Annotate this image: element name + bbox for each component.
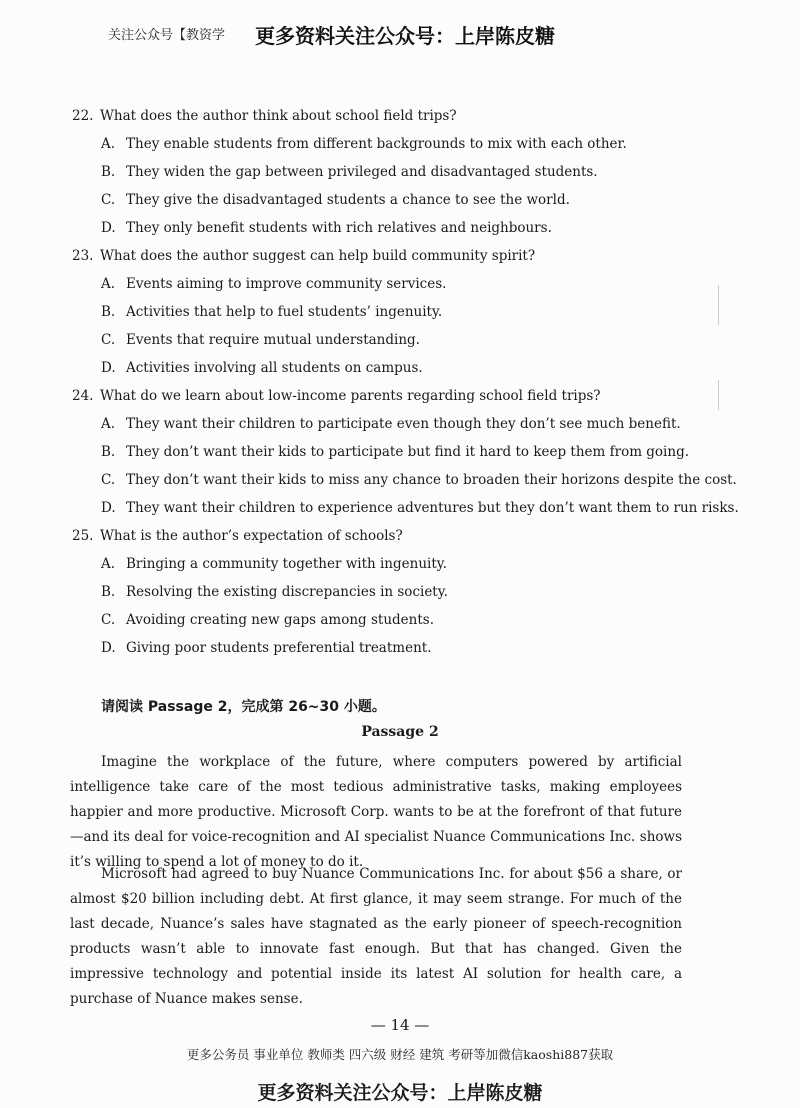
page-number: — 14 — <box>370 1016 430 1034</box>
question-option: D. They only benefit students with rich relatives and neighbours. <box>101 220 552 236</box>
question-option: A. They enable students from different backgrounds to mix with each other. <box>101 136 627 152</box>
question-stem: 22. What does the author think about school field trips? <box>72 108 457 124</box>
question-option: A. They want their children to participate even though they don’t see much benefit. <box>101 416 681 432</box>
passage-paragraph: Imagine the workplace of the future, where computers powered by artificial intelligence take care of the most tedious administrative tasks, making employees happier and more productive. Microsoft Corp. wants to be at the forefront of that future—and its deal for voice-recognition and AI specialist Nuance Communications Inc. shows it’s willing to spend a lot of money to do it. <box>70 754 682 870</box>
question-stem: 24. What do we learn about low-income parents regarding school field trips? <box>72 388 601 404</box>
scan-mark <box>718 380 719 410</box>
question-option: B. They don’t want their kids to participate but find it hard to keep them from going. <box>101 444 689 460</box>
question-option: C. Events that require mutual understanding. <box>101 332 420 348</box>
passage-paragraph: Microsoft had agreed to buy Nuance Communications Inc. for about $56 a share, or almost $20 billion including debt. At first glance, it may seem strange. For much of the last decade, Nuance’s sales have stagnated as the early pioneer of speech-recognition products wasn’t able to innovate fast enough. But that has changed. Given the impressive technology and potential inside its latest AI solution for health care, a purchase of Nuance makes sense. <box>70 866 682 1007</box>
question-option: B. Resolving the existing discrepancies in society. <box>101 584 448 600</box>
question-option: B. Activities that help to fuel students’ ingenuity. <box>101 304 443 320</box>
question-option: D. Giving poor students preferential treatment. <box>101 640 432 656</box>
question-option: A. Events aiming to improve community services. <box>101 276 447 292</box>
footer-main-text: 更多资料关注公众号：上岸陈皮糖 <box>257 1082 543 1104</box>
header-main-text: 更多资料关注公众号：上岸陈皮糖 <box>255 24 555 48</box>
passage-title: Passage 2 <box>361 724 439 740</box>
footer-ad-text: 更多公务员 事业单位 教师类 四六级 财经 建筑 考研等加微信kaoshi887获取 <box>186 1047 614 1062</box>
question-stem: 25. What is the author’s expectation of schools? <box>72 528 403 544</box>
question-stem: 23. What does the author suggest can help build community spirit? <box>72 248 536 264</box>
question-option: C. They don’t want their kids to miss any chance to broaden their horizons despite the cost. <box>101 472 737 488</box>
header-left-text: 关注公众号【教资学 <box>108 28 226 43</box>
question-option: C. They give the disadvantaged students a chance to see the world. <box>101 192 570 208</box>
question-option: A. Bringing a community together with ingenuity. <box>101 556 447 572</box>
question-option: D. Activities involving all students on campus. <box>101 360 423 376</box>
question-option: B. They widen the gap between privileged and disadvantaged students. <box>101 164 598 180</box>
question-option: C. Avoiding creating new gaps among students. <box>101 612 434 628</box>
question-option: D. They want their children to experience adventures but they don’t want them to run risks. <box>101 500 739 516</box>
section-instruction: 请阅读 Passage 2，完成第 26~30 小题。 <box>101 699 386 715</box>
scan-mark <box>718 285 719 325</box>
